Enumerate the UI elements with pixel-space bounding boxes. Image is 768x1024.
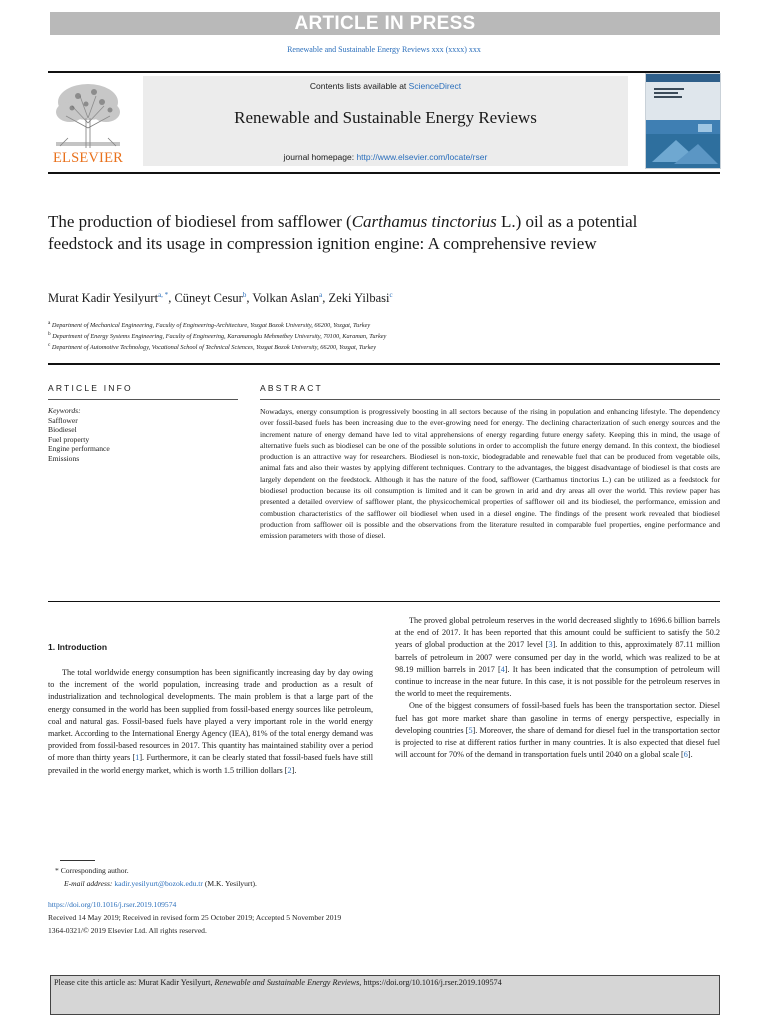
email-link[interactable]: kadir.yesilyurt@bozok.edu.tr	[114, 879, 203, 888]
journal-homepage	[143, 152, 628, 162]
paragraph	[48, 667, 373, 777]
homepage-prefix: journal homepage:	[283, 152, 357, 162]
paragraph	[395, 700, 720, 761]
article-title	[48, 211, 688, 254]
text-run: ]. Furthermore, it can be clearly stated that fossil-based fuels have still prevailed in the world energy market, which is worth 1.5 trillion dollars [	[48, 753, 373, 775]
issn-copyright: 1364-0321/© 2019 Elsevier Ltd. All rights reserved.	[48, 926, 207, 935]
citation-link[interactable]: 6	[683, 750, 688, 760]
keyword-item: Fuel property	[48, 434, 90, 444]
keywords-block	[48, 406, 110, 464]
author-name[interactable]: Volkan Aslan	[252, 291, 320, 306]
author-name[interactable]: Murat Kadir Yesilyurt	[48, 291, 159, 306]
text-run: The total worldwide energy consumption has been significantly increasing day by day owing to the increment of the world population, increasing trade and production as a result of industrialization and technological developments. The main problem is that a large part of the energy consumed in the world has been supplied from fossil-based energy sources like petroleum, coal and natural gas. Fossil-based fuels have played a very important role in the world energy market. According to the International Energy Agency (IEA), 81% of the total energy demand was provided from fossil-based resources in 2017. This quantity has maintained stability over a period of more than thirty years [	[48, 668, 373, 763]
text-run: ]. Moreover, the share of demand for diesel fuel in the transportation sector is projected to rise at different ratios further in many countries. It is also expected that diesel fuel will account for 70% of the demand in transportation fuels until 2040 on a global scale [	[395, 725, 720, 760]
footnote-rule	[60, 860, 95, 861]
section-heading-introduction: 1. Introduction	[48, 642, 108, 652]
citation-link[interactable]: 1	[135, 753, 140, 763]
author-separator: ,	[322, 291, 329, 306]
contents-line	[143, 81, 628, 91]
affil-text: Department of Energy Systems Engineering, Faculty of Engineering, Karamanoglu Mehmetbey University, 70100, Karaman, Turkey	[52, 333, 387, 341]
keyword-item: Biodiesel	[48, 425, 77, 435]
author-affil-marker[interactable]: c	[389, 291, 393, 299]
author-name[interactable]: Zeki Yilbasi	[328, 291, 390, 306]
masthead-top-rule	[48, 71, 720, 73]
title-part-1: The production of biodiesel from safflower (	[48, 212, 352, 231]
author-name[interactable]: Cüneyt Cesur	[174, 291, 243, 306]
abstract-text: Nowadays, energy consumption is progressively boosting in all sectors because of the rising in population and enhancing lifestyle. The dependency over fossil-based fuels has been increasing due to the ever-growing need for energy. The declining characterization of such energy sources and the increment nature of energy demand have led to vital apprehensions of energy regarding future energy safety. Keeping this in mind, the usage of alternative fuels such as biodiesel can be one of the possible solutions in order to accomplish the future energy demand. In this context, the biodiesel production is an attractive way for researchers. Biodiesel is non-toxic, biodegradable and renewable fuel that can be produced from vegetable oils, animal fats and also their wastes by applying different techniques. Contrary to the advantages, the biggest disadvantage of biodiesel is that costs are largely dependent on the feedstock. Although it has the nature of the food, safflower (Carthamus tinctorius L.) can be utilized as a feedstock for biodiesel production because its oil consumption is limited and it can be grown in arid and dry areas all over the world. This review paper has presented a detailed overview of safflower plant, the physicochemical properties of safflower oil and its biodiesel, the performance, emission and combustion characteristics of the safflower oil biodiesel when used in a diesel engine. The findings of the present work revealed that biodiesel production from safflower oil is possible and the observations from the literature resulted in comparable fuel properties, engine performance and emission parameters with those of diesel.	[260, 407, 720, 541]
doi-link[interactable]: https://doi.org/10.1016/j.rser.2019.109574	[48, 900, 177, 909]
article-in-press-banner: ARTICLE IN PRESS	[50, 12, 720, 35]
header-divider	[48, 363, 720, 365]
abstract-bottom-rule	[48, 601, 720, 602]
affil-text: Department of Automotive Technology, Vocational School of Technical Sciences, Yozgat Bozok University, 66200, Yozgat, Turkey	[51, 344, 377, 352]
author-separator: ,	[246, 291, 253, 306]
received-dates: Received 14 May 2019; Received in revised form 25 October 2019; Accepted 5 November 2019	[48, 913, 342, 922]
contents-prefix: Contents lists available at	[309, 81, 409, 91]
text-run: The proved global petroleum reserves in the world decreased slightly to 1696.6 billion barrels at the end of 2017. It has been reported that this amount could be sufficient to satisfy the 50.2 years of global production at the 2017 level [	[395, 616, 720, 650]
citation-prefix: Please cite this article as: Murat Kadir Yesilyurt,	[54, 978, 215, 987]
abstract-heading: ABSTRACT	[260, 383, 323, 393]
article-info-heading: ARTICLE INFO	[48, 383, 133, 393]
keyword-item: Safflower	[48, 415, 78, 425]
email-address-line	[64, 879, 257, 888]
email-owner: (M.K. Yesilyurt).	[202, 879, 257, 888]
citation-suffix: , https://doi.org/10.1016/j.rser.2019.109574	[359, 978, 502, 987]
citation-link[interactable]: 5	[468, 725, 473, 735]
citation-text	[54, 978, 502, 987]
journal-cover-thumbnail[interactable]	[645, 73, 721, 169]
affiliation-c	[48, 340, 708, 354]
text-run: ].	[687, 750, 693, 760]
article-info-rule	[48, 399, 238, 400]
elsevier-wordmark: ELSEVIER	[52, 150, 124, 166]
keywords-label: Keywords:	[48, 406, 81, 415]
text-run: ]. In addition to this, approximately 87.11 million barrels of petroleum in 2007 were consumed per day in the world, which was realized to be at 98.19 million barrels in 2017 [	[395, 640, 720, 674]
author-affil-marker[interactable]: a	[319, 291, 323, 299]
masthead-bottom-rule	[48, 172, 720, 174]
keyword-item: Engine performance	[48, 444, 110, 454]
author-affil-marker[interactable]: a, *	[158, 291, 169, 299]
homepage-link[interactable]: http://www.elsevier.com/locate/rser	[356, 152, 488, 162]
citation-journal: Renewable and Sustainable Energy Reviews	[214, 978, 360, 987]
abstract-rule	[260, 399, 720, 400]
citation-link[interactable]: 2	[287, 765, 292, 775]
text-run: ].	[291, 765, 297, 775]
author-affil-marker[interactable]: b	[242, 291, 247, 299]
author-separator: ,	[168, 291, 175, 306]
affil-text: Department of Mechanical Engineering, Faculty of Engineering-Architecture, Yozgat Bozok University, 66200, Yozgat, Turkey	[51, 322, 371, 330]
affil-marker: b	[48, 331, 51, 337]
citation-link[interactable]: 4	[500, 664, 505, 674]
journal-reference[interactable]: Renewable and Sustainable Energy Reviews xxx (xxxx) xxx	[287, 45, 481, 54]
title-species-name: Carthamus tinctorius	[351, 212, 497, 231]
email-label: E-mail address:	[64, 879, 115, 888]
paragraph	[395, 615, 720, 700]
affil-marker: a	[48, 320, 51, 326]
journal-title: Renewable and Sustainable Energy Reviews	[234, 108, 537, 127]
title-part-2: L.) oil as a potential feedstock and its usage in compression ignition engine: A comprehensive review	[48, 212, 638, 253]
author-list	[48, 291, 688, 306]
text-run: One of the biggest consumers of fossil-based fuels has been the transportation sector. Diesel fuel has got more market share than gasoline in terms of energy perspective, especially in developing countries [	[395, 701, 720, 735]
corresponding-author-note: * Corresponding author.	[55, 866, 129, 875]
text-run: ]. It has been indicated that the consumption of petroleum will continue to increase in the near future. In this case, it is not possible for the petroleum reserves in the world to meet the requirements.	[395, 664, 720, 699]
citation-link[interactable]: 3	[548, 640, 553, 650]
sciencedirect-link[interactable]: ScienceDirect	[408, 81, 462, 91]
keyword-item: Emissions	[48, 453, 80, 463]
body-column-right	[395, 615, 720, 761]
body-column-left	[48, 667, 373, 777]
affil-marker: c	[48, 342, 51, 348]
